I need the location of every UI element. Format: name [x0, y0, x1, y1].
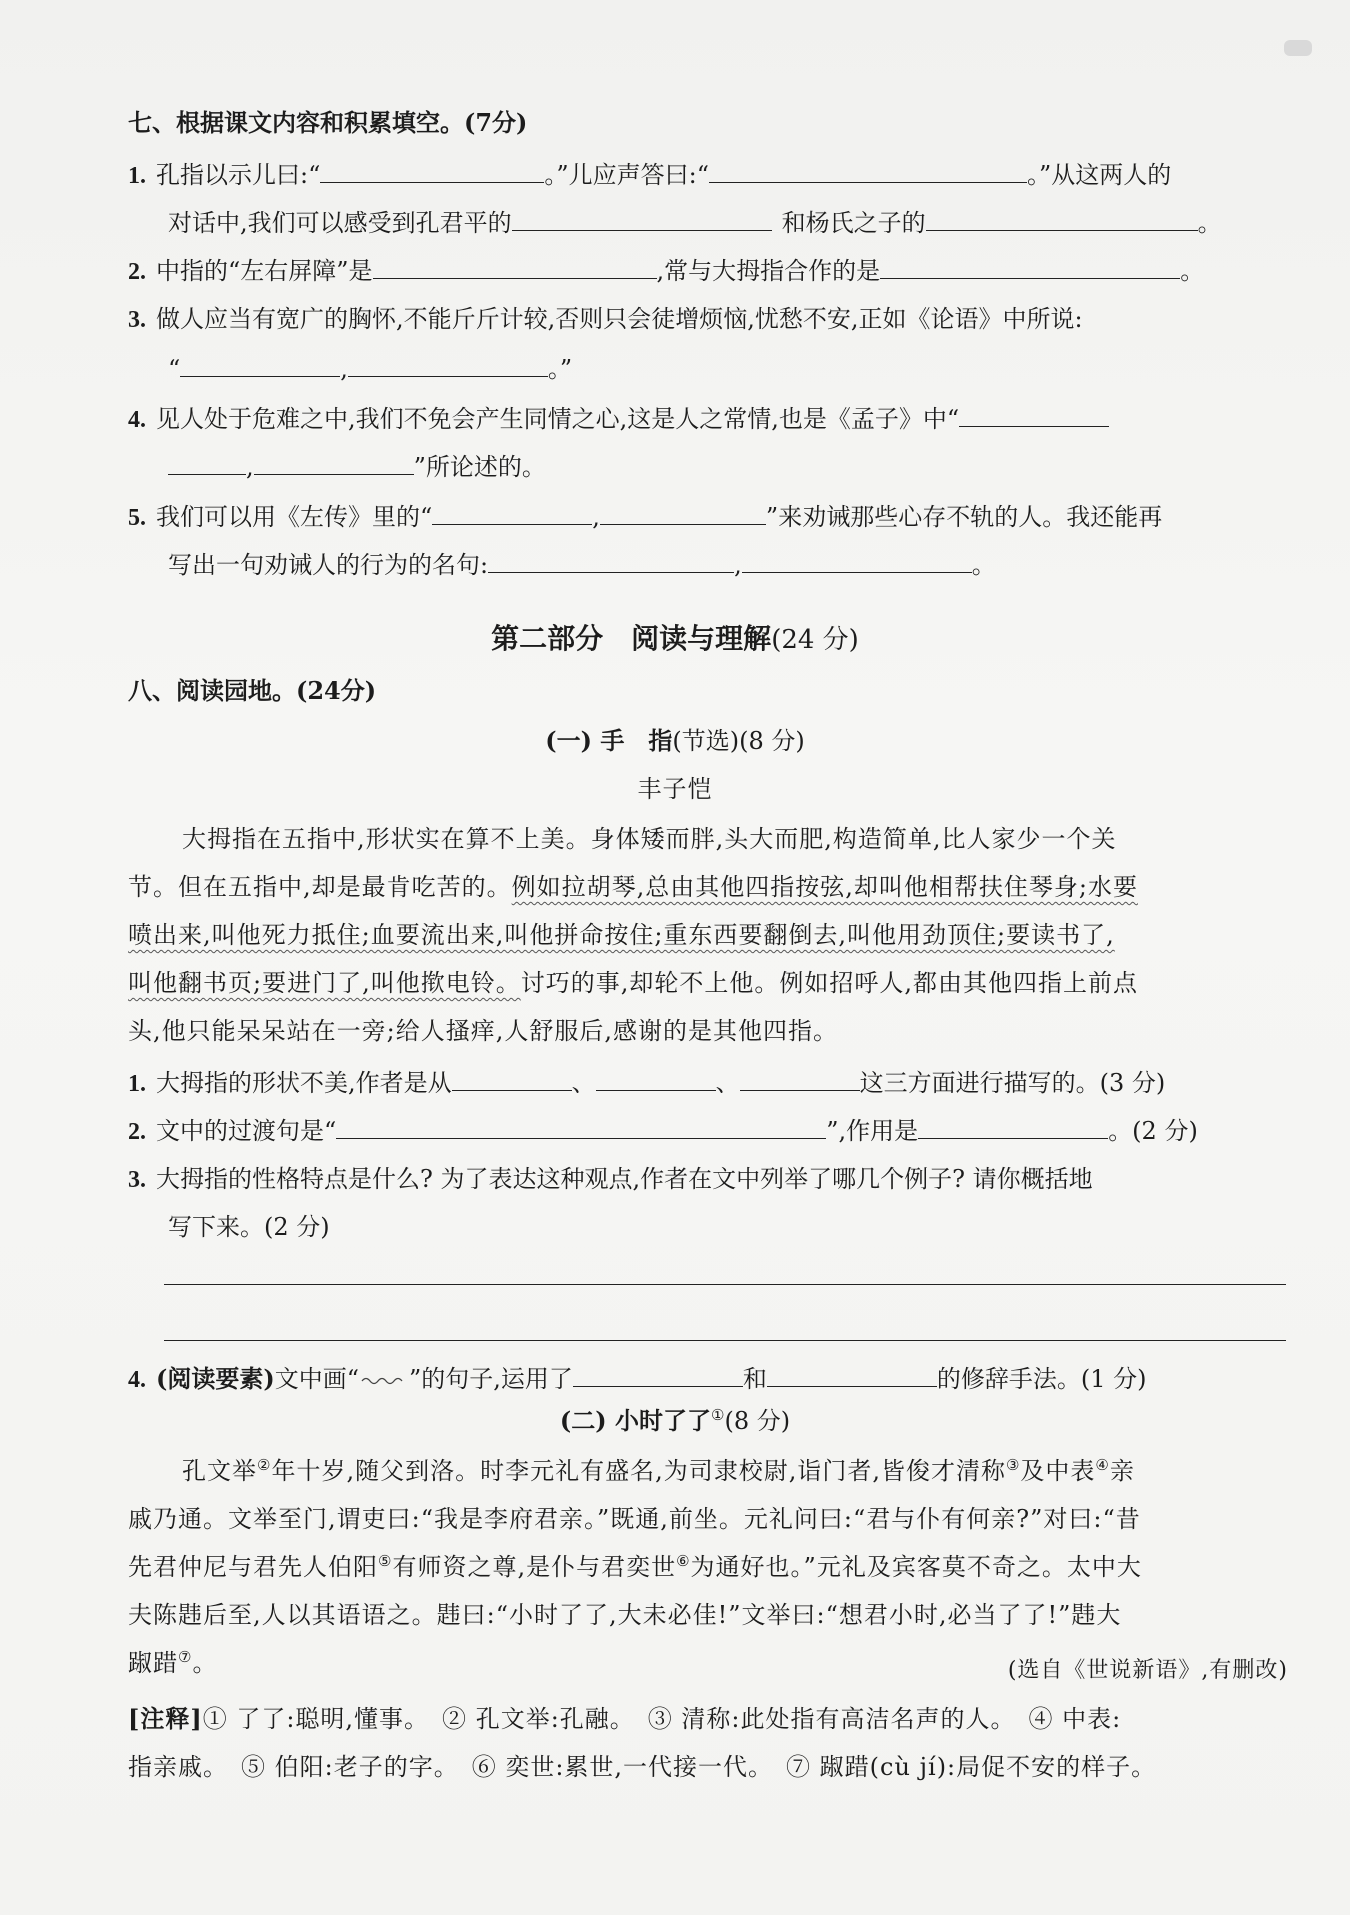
section-8-title: 八、阅读园地。(24分): [128, 676, 377, 705]
answer-blank[interactable]: [959, 400, 1109, 427]
q7-1-line1: [128, 156, 1290, 193]
passage-1-line5: 头,他只能呆呆站在一旁;给人搔痒,人舒服后,感谢的是其他四指。: [128, 1017, 838, 1045]
answer-blank[interactable]: [709, 156, 1027, 183]
passage-2-line1: [182, 1454, 1290, 1488]
reading-element-tag: (阅读要素): [156, 1364, 275, 1393]
q7-4-text-a: 见人处于危难之中,我们不免会产生同情之心,这是人之常情,也是《孟子》中“: [156, 405, 960, 433]
q7-1-line2: [168, 204, 1290, 240]
p1-q1-text-b: 、: [571, 1069, 596, 1097]
q7-3-text-c: ,: [340, 355, 348, 383]
answer-blank[interactable]: [336, 1112, 826, 1139]
answer-blank[interactable]: [254, 448, 414, 475]
p1-q3-text-a: 大拇指的性格特点是什么? 为了表达这种观点,作者在文中列举了哪几个例子? 请你概括地: [156, 1165, 1093, 1193]
passage-2-line2: 戚乃通。文举至门,谓吏曰:“我是李府君亲。”既通,前坐。元礼问曰:“君与仆有何亲?”对曰:“昔: [128, 1505, 1141, 1533]
passage-2-text: 亲: [1109, 1457, 1135, 1485]
p1-q4-text-b: ”的句子,运用了: [409, 1365, 573, 1393]
passage-1-title-main: (一) 手 指: [545, 726, 673, 755]
p1-q2-text-c: 。(2 分): [1108, 1117, 1198, 1145]
answer-line[interactable]: [164, 1340, 1286, 1341]
q7-1-text-f: 。: [1197, 209, 1222, 237]
wavy-underlined-text: 喷出来,叫他死力抵住;血要流出来,叫他拼命按住;重东西要翻倒去,叫他用劲顶住;要读书了,: [128, 921, 1115, 949]
p1-q1-text-c: 、: [715, 1069, 740, 1097]
passage-2-line4: 夫陈韪后至,人以其语语之。韪曰:“小时了了,大未必佳!”文举曰:“想君小时,必当了了!”韪大: [128, 1601, 1122, 1629]
p1-q4-text-d: 的修辞手法。(1 分): [936, 1365, 1147, 1393]
notes-line2: 指亲戚。 ⑤ 伯阳:老子的字。 ⑥ 奕世:累世,一代接一代。 ⑦ 踧踖(cù jí):局促不安的样子。: [128, 1753, 1157, 1781]
p1-q4-text-c: 和: [742, 1365, 767, 1393]
passage-1-title-note: (节选)(8 分): [672, 727, 805, 755]
passage-1-text: 讨巧的事,却轮不上他。例如招呼人,都由其他四指上前点: [520, 969, 1138, 997]
passage-2-title-main: (二) 小时了了: [559, 1406, 711, 1435]
passage-1-line3: [128, 918, 1290, 952]
q7-1-text-d: 对话中,我们可以感受到孔君平的: [168, 209, 512, 237]
footnote-mark: ②: [257, 1456, 272, 1474]
q7-3-line2: [168, 350, 1290, 386]
wavy-line-sample: [359, 1362, 409, 1396]
question-number: 1.: [128, 163, 146, 189]
p1-q2-line: [128, 1112, 1290, 1149]
footnote-mark: ⑦: [178, 1648, 193, 1666]
q7-2-line: [128, 252, 1290, 289]
p1-q3-line2: 写下来。(2 分): [168, 1213, 330, 1241]
answer-blank[interactable]: [320, 156, 544, 183]
q7-5-text-c: ”来劝诫那些心存不轨的人。我还能再: [765, 503, 1163, 531]
answer-blank[interactable]: [432, 498, 592, 525]
q7-2-text-b: ,常与大拇指合作的是: [656, 257, 881, 285]
q7-2-text-c: 。: [1180, 257, 1205, 285]
q7-5-text-e: ,: [734, 551, 742, 579]
footnote-mark: ⑤: [378, 1552, 393, 1570]
question-number: 2.: [128, 1119, 146, 1145]
q7-1-text-e: 和杨氏之子的: [781, 209, 926, 237]
q7-3-line1: [128, 302, 1290, 337]
p1-q3-line1: [128, 1162, 1290, 1197]
passage-2-text: 。: [192, 1649, 218, 1677]
passage-1-title: [0, 724, 1350, 758]
q7-1-text-b: 。”儿应声答曰:“: [544, 161, 709, 189]
q7-5-text-d: 写出一句劝诫人的行为的名句:: [168, 551, 489, 579]
q7-4-line2: [168, 448, 1290, 484]
answer-blank[interactable]: [168, 448, 246, 475]
answer-blank[interactable]: [512, 204, 772, 231]
answer-blank[interactable]: [767, 1360, 937, 1387]
passage-2-text: 先君仲尼与君先人伯阳: [128, 1553, 378, 1581]
wavy-underlined-text: 叫他翻书页;要进门了,叫他揿电铃。: [128, 969, 521, 997]
passage-1-line2: [128, 870, 1290, 904]
p1-q1-text-a: 大拇指的形状不美,作者是从: [156, 1069, 452, 1097]
footnote-mark: ④: [1095, 1456, 1110, 1474]
question-number: 1.: [128, 1071, 146, 1097]
answer-blank[interactable]: [452, 1064, 572, 1091]
answer-blank[interactable]: [596, 1064, 716, 1091]
passage-2-title: [0, 1404, 1350, 1438]
answer-blank[interactable]: [348, 350, 548, 377]
passage-1-line1: 大拇指在五指中,形状实在算不上美。身体矮而胖,头大而肥,构造简单,比人家少一个关: [182, 825, 1117, 853]
notes-line1: [128, 1702, 1290, 1736]
q7-4-text-b: ,: [246, 453, 254, 481]
q7-4-text-c: ”所论述的。: [413, 453, 546, 481]
passage-1-line4: [128, 966, 1290, 1000]
q7-5-text-f: 。: [971, 551, 996, 579]
q7-5-line1: [128, 498, 1290, 535]
part-2-score: (24 分): [771, 625, 859, 655]
part-2-title: 第二部分 阅读与理解: [491, 622, 772, 655]
answer-blank[interactable]: [573, 1360, 743, 1387]
part-2-heading: [0, 622, 1350, 657]
answer-blank[interactable]: [880, 252, 1180, 279]
q7-1-text-a: 孔指以示儿曰:“: [156, 161, 321, 189]
passage-2-title-note: (8 分): [724, 1407, 791, 1435]
answer-blank[interactable]: [740, 1064, 860, 1091]
footnote-mark: ③: [1005, 1456, 1021, 1474]
p1-q4-line: [128, 1360, 1290, 1397]
answer-blank[interactable]: [926, 204, 1198, 231]
q7-2-text-a: 中指的“左右屏障”是: [156, 257, 373, 285]
p1-q4-text-a: 文中画“: [274, 1365, 359, 1393]
corner-mark: [1284, 40, 1312, 56]
q7-5-line2: [168, 546, 1290, 582]
answer-blank[interactable]: [373, 252, 657, 279]
question-number: 4.: [128, 407, 146, 433]
q7-3-text-d: 。”: [547, 355, 573, 383]
q7-5-text-b: ,: [592, 503, 600, 531]
footnote-mark: ⑥: [676, 1552, 691, 1570]
q7-1-text-c: 。”从这两人的: [1026, 161, 1172, 189]
section-7-title: 七、根据课文内容和积累填空。(7分): [128, 108, 528, 137]
q7-4-line1: [128, 400, 1290, 437]
notes-text: ① 了了:聪明,懂事。 ② 孔文举:孔融。 ③ 清称:此处指有高洁名声的人。 ④ 中表:: [202, 1705, 1122, 1733]
p1-q2-text-b: ”,作用是: [826, 1117, 919, 1145]
question-number: 3.: [128, 1167, 146, 1193]
p1-q1-line: [128, 1064, 1290, 1101]
passage-2-text: 孔文举: [182, 1457, 257, 1485]
passage-2-text: 为通好也。”元礼及宾客莫不奇之。太中大: [690, 1553, 1142, 1581]
passage-2-text: 年十岁,随父到洛。时李元礼有盛名,为司隶校尉,诣门者,皆俊才清称: [271, 1457, 1006, 1485]
passage-2-text: 有师资之尊,是仆与君奕世: [392, 1553, 677, 1581]
passage-2-text: 及中表: [1020, 1457, 1096, 1485]
answer-line[interactable]: [164, 1284, 1286, 1285]
passage-1-text: 节。但在五指中,却是最肯吃苦的。: [128, 873, 512, 901]
notes-label: [注释]: [128, 1704, 203, 1733]
answer-blank[interactable]: [742, 546, 972, 573]
passage-2-line3: [128, 1550, 1290, 1584]
answer-blank[interactable]: [180, 350, 340, 377]
p1-q2-text-a: 文中的过渡句是“: [156, 1117, 337, 1145]
answer-blank[interactable]: [600, 498, 766, 525]
question-number: 4.: [128, 1367, 146, 1393]
q7-3-text-a: 做人应当有宽广的胸怀,不能斤斤计较,否则只会徒增烦恼,忧愁不安,正如《论语》中所说:: [156, 305, 1083, 333]
q7-5-text-a: 我们可以用《左传》里的“: [156, 503, 433, 531]
answer-blank[interactable]: [488, 546, 734, 573]
passage-1-author: 丰子恺: [637, 775, 713, 803]
passage-2-text: 踧踖: [128, 1649, 178, 1677]
p1-q1-text-d: 这三方面进行描写的。(3 分): [859, 1069, 1166, 1097]
question-number: 5.: [128, 505, 146, 531]
footnote-mark: ①: [711, 1406, 725, 1424]
answer-blank[interactable]: [918, 1112, 1108, 1139]
source-citation: (选自《世说新语》,有删改): [1007, 1658, 1288, 1683]
wavy-underlined-text: 例如拉胡琴,总由其他四指按弦,却叫他相帮扶住琴身;水要: [511, 873, 1138, 901]
question-number: 3.: [128, 307, 146, 333]
q7-3-text-b: “: [168, 355, 181, 383]
question-number: 2.: [128, 259, 146, 285]
